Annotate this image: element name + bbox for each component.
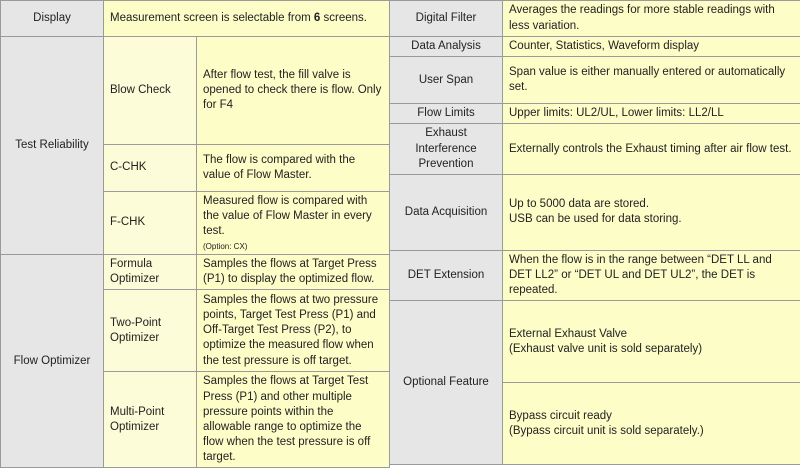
user-span-value: Span value is either manually entered or automatically set.: [503, 57, 800, 104]
f-chk-note: (Option: CX): [203, 242, 383, 253]
user-span-row: [390, 57, 800, 104]
user-span-label: User Span: [390, 57, 503, 104]
formula-optimizer-label: Formula Optimizer: [104, 255, 197, 290]
multi-point-optimizer-desc: Samples the flows at Target Test Press (P1) and other multiple pressure points within the allowable range to optimize the flow when the test pressure is off target.: [197, 372, 390, 468]
formula-optimizer-row: [1, 255, 390, 290]
det-extension-row: [390, 250, 800, 301]
data-analysis-value: Counter, Statistics, Waveform display: [503, 37, 800, 57]
test-reliability-label: Test Reliability: [1, 37, 104, 255]
c-chk-label: C-CHK: [104, 145, 197, 192]
data-analysis-row: [390, 37, 800, 57]
two-point-optimizer-desc: Samples the flows at two pressure points, Target Test Press (P1) and Off-Target Test Press (P2), to optimize the measured flow when the test pressure is off target.: [197, 290, 390, 372]
optional-feature-label: Optional Feature: [390, 301, 503, 465]
external-exhaust-valve-value: External Exhaust Valve (Exhaust valve unit is sold separately): [503, 301, 800, 383]
flow-limits-label: Flow Limits: [390, 104, 503, 124]
formula-optimizer-desc: Samples the flows at Target Press (P1) to display the optimized flow.: [197, 255, 390, 290]
data-acquisition-row: [390, 174, 800, 250]
display-value: Measurement screen is selectable from 6 screens.: [104, 1, 390, 37]
data-analysis-label: Data Analysis: [390, 37, 503, 57]
multi-point-optimizer-label: Multi-Point Optimizer: [104, 372, 197, 468]
bypass-circuit-value: Bypass circuit ready (Bypass circuit unit is sold separately.): [503, 383, 800, 465]
det-extension-value: When the flow is in the range between “DET LL and DET LL2” or “DET UL and DET UL2”, the DET is repeated.: [503, 250, 800, 301]
screen-count: 6: [314, 12, 320, 24]
digital-filter-label: Digital Filter: [390, 1, 503, 37]
two-point-optimizer-label: Two-Point Optimizer: [104, 290, 197, 372]
f-chk-label: F-CHK: [104, 192, 197, 255]
exhaust-interference-value: Externally controls the Exhaust timing after air flow test.: [503, 124, 800, 175]
display-row: [1, 1, 390, 37]
data-acquisition-label: Data Acquisition: [390, 174, 503, 250]
optional-feature-row-1: [390, 301, 800, 383]
exhaust-interference-row: [390, 124, 800, 175]
data-acquisition-value: Up to 5000 data are stored. USB can be used for data storing.: [503, 174, 800, 250]
blow-check-desc: After flow test, the fill valve is opened to check there is flow. Only for F4: [197, 37, 390, 145]
flow-limits-row: [390, 104, 800, 124]
flow-limits-value: Upper limits: UL2/UL, Lower limits: LL2/LL: [503, 104, 800, 124]
digital-filter-row: [390, 1, 800, 37]
flow-optimizer-label: Flow Optimizer: [1, 255, 104, 468]
right-spec-table: [389, 0, 800, 465]
blow-check-row: [1, 37, 390, 145]
f-chk-desc: Measured flow is compared with the value of Flow Master in every test. (Option: CX): [197, 192, 390, 255]
det-extension-label: DET Extension: [390, 250, 503, 301]
exhaust-interference-label: Exhaust Interference Prevention: [390, 124, 503, 175]
display-label: Display: [1, 1, 104, 37]
left-spec-table: [0, 0, 390, 468]
c-chk-desc: The flow is compared with the value of Flow Master.: [197, 145, 390, 192]
digital-filter-value: Averages the readings for more stable readings with less variation.: [503, 1, 800, 37]
blow-check-label: Blow Check: [104, 37, 197, 145]
